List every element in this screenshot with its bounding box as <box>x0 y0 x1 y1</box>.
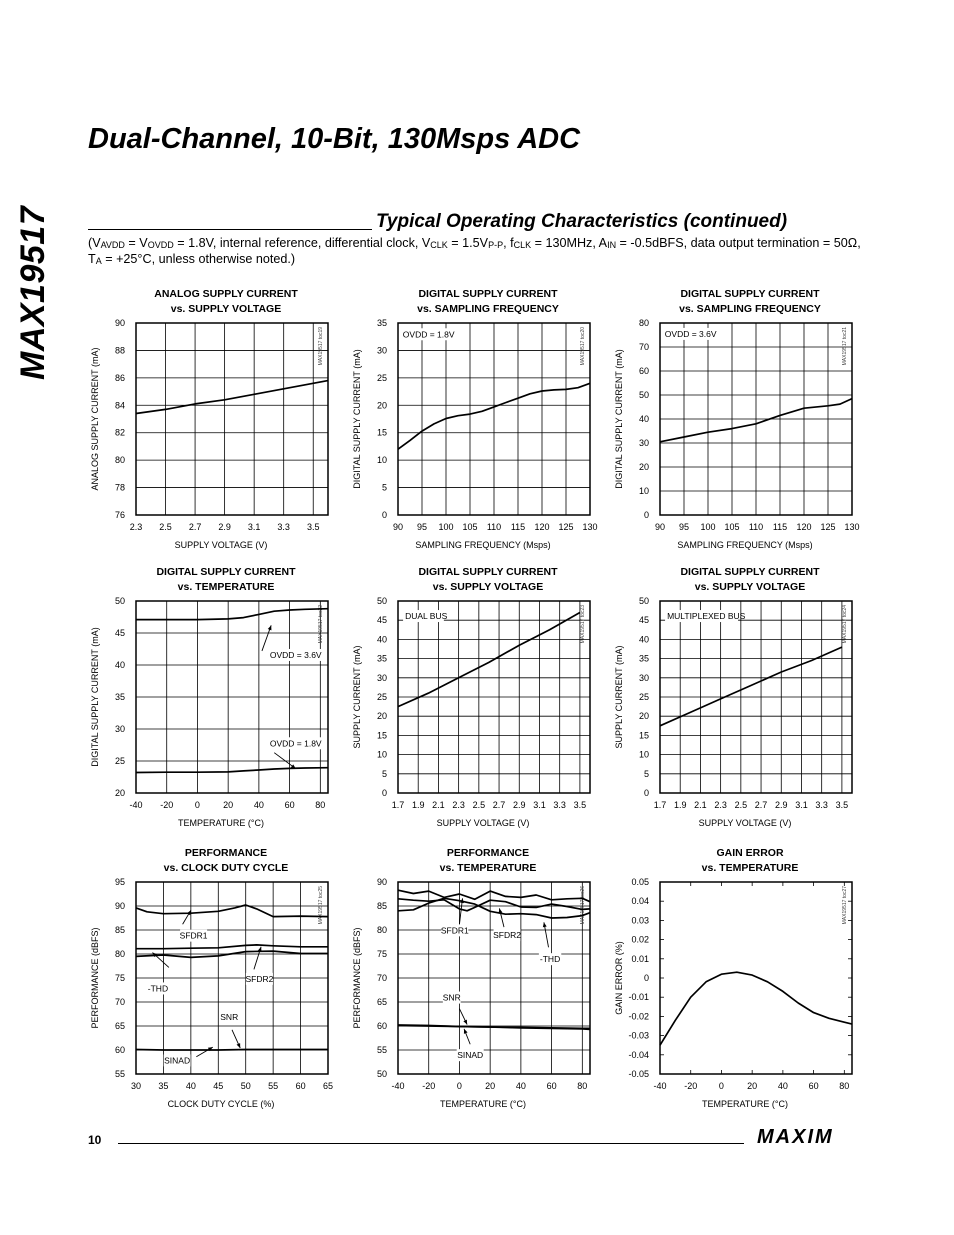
figure-code: MAX19517 toc25 <box>318 886 324 925</box>
x-tick-label: 125 <box>820 522 836 532</box>
chart-title: vs. CLOCK DUTY CYCLE <box>163 862 289 874</box>
y-tick-label: -0.02 <box>628 1011 649 1022</box>
y-tick-label: 0 <box>381 788 387 798</box>
y-tick-label: 15 <box>638 730 649 741</box>
chart-title: vs. TEMPERATURE <box>701 862 799 874</box>
x-tick-label: 60 <box>284 800 295 810</box>
y-tick-label: 45 <box>376 615 387 626</box>
x-tick-label: 2.5 <box>472 800 486 810</box>
figure-code: MAX19517 toc22 <box>318 605 324 644</box>
chart-title: vs. TEMPERATURE <box>177 581 275 593</box>
figure-code: MAX19517 toc26 <box>580 886 586 925</box>
chart-title: vs. SUPPLY VOLTAGE <box>432 581 544 593</box>
x-tick-label: 80 <box>839 1081 850 1091</box>
annotation-label: SFDR2 <box>493 930 521 941</box>
x-tick-label: 60 <box>808 1081 819 1091</box>
y-tick-label: 0.04 <box>631 896 649 907</box>
annotation-label: SNR <box>442 992 461 1003</box>
figure-code: MAX19517 toc20 <box>580 327 586 366</box>
y-tick-label: 0.01 <box>631 953 649 964</box>
side-part-number: MAX19517 <box>14 205 52 380</box>
y-axis-label: DIGITAL SUPPLY CURRENT (mA) <box>614 349 624 489</box>
y-tick-label: 5 <box>381 482 387 493</box>
x-tick-label: 115 <box>772 522 788 532</box>
x-tick-label: 2.9 <box>775 800 788 810</box>
y-tick-label: 70 <box>376 973 387 983</box>
y-tick-label: 5 <box>381 768 387 779</box>
x-tick-label: 100 <box>700 522 716 532</box>
x-tick-label: 105 <box>462 522 478 532</box>
x-axis-label: SAMPLING FREQUENCY (Msps) <box>677 540 813 550</box>
section-title: Typical Operating Characteristics (continued) <box>376 211 788 232</box>
x-tick-label: 3.5 <box>306 522 320 532</box>
y-tick-label: 25 <box>376 372 387 383</box>
annotation-label: -THD <box>147 983 169 994</box>
y-tick-label: -0.03 <box>628 1030 649 1041</box>
chart-title: DIGITAL SUPPLY CURRENT <box>418 288 558 300</box>
x-tick-label: 130 <box>844 522 860 532</box>
x-tick-label: 1.9 <box>673 800 687 810</box>
x-tick-label: 0 <box>456 1081 462 1091</box>
x-tick-label: 2.5 <box>734 800 748 810</box>
annotation-label: MULTIPLEXED BUS <box>667 611 746 622</box>
x-tick-label: 2.3 <box>714 800 727 810</box>
footer-rule <box>118 1143 744 1144</box>
y-tick-label: 90 <box>114 318 125 328</box>
y-tick-label: 82 <box>114 427 125 438</box>
x-tick-label: -20 <box>684 1081 698 1091</box>
x-tick-label: 110 <box>486 522 502 532</box>
annotation-label: SFDR1 <box>440 925 469 936</box>
y-tick-label: 10 <box>376 455 387 466</box>
y-tick-label: 55 <box>376 1045 387 1055</box>
y-tick-label: 35 <box>376 318 387 328</box>
chart-title: GAIN ERROR <box>716 847 784 859</box>
x-tick-label: 20 <box>747 1081 758 1091</box>
x-tick-label: 90 <box>654 522 666 532</box>
series-1-line <box>660 972 852 1045</box>
x-tick-label: 55 <box>268 1081 279 1091</box>
y-tick-label: 40 <box>638 634 649 645</box>
y-tick-label: 50 <box>114 596 125 606</box>
y-tick-label: 50 <box>638 596 649 606</box>
x-tick-label: 0 <box>718 1081 724 1091</box>
series-1-line <box>136 609 328 620</box>
x-tick-label: 1.7 <box>391 800 405 810</box>
y-tick-label: -0.01 <box>628 992 649 1003</box>
x-tick-label: 45 <box>213 1081 224 1091</box>
x-tick-label: 3.3 <box>815 800 828 810</box>
x-tick-label: 50 <box>240 1081 251 1091</box>
x-tick-label: -40 <box>129 800 143 810</box>
annotation-label: SINAD <box>457 1050 484 1061</box>
y-tick-label: 88 <box>114 345 125 356</box>
y-axis-label: PERFORMANCE (dBFS) <box>90 927 100 1029</box>
x-tick-label: 105 <box>724 522 740 532</box>
y-tick-label: 0 <box>643 973 649 983</box>
chart-title: vs. SUPPLY VOLTAGE <box>170 303 282 315</box>
x-axis-label: SUPPLY VOLTAGE (V) <box>174 540 268 550</box>
y-tick-label: 10 <box>638 749 649 760</box>
y-tick-label: 80 <box>114 455 125 466</box>
annotation-label: OVDD = 3.6V <box>664 328 717 339</box>
chart-1 <box>90 288 328 550</box>
x-tick-label: -20 <box>160 800 174 810</box>
y-tick-label: 0.02 <box>631 934 649 945</box>
arrow-head <box>268 625 272 630</box>
y-tick-label: 80 <box>638 318 649 328</box>
document-title: Dual-Channel, 10-Bit, 130Msps ADC <box>88 123 581 155</box>
x-axis-label: TEMPERATURE (°C) <box>178 818 264 828</box>
y-tick-label: 40 <box>376 634 387 645</box>
y-tick-label: 0 <box>643 510 649 520</box>
figure-code: MAX19517 toc24 <box>842 605 848 644</box>
y-tick-label: 50 <box>376 1069 387 1079</box>
y-tick-label: 70 <box>638 342 649 352</box>
x-tick-label: 2.3 <box>452 800 465 810</box>
series-1-line <box>136 381 328 414</box>
annotation-label: SINAD <box>164 1055 191 1066</box>
x-tick-label: 2.5 <box>159 522 172 532</box>
y-tick-label: 25 <box>114 756 125 766</box>
x-tick-label: 100 <box>438 522 454 532</box>
annotation-label: OVDD = 1.8V <box>402 329 455 340</box>
x-tick-label: 40 <box>185 1081 196 1091</box>
series-4-line <box>136 1050 328 1051</box>
x-tick-label: 80 <box>577 1081 588 1091</box>
y-tick-label: 10 <box>638 486 649 496</box>
y-tick-label: 0.03 <box>631 915 649 926</box>
x-tick-label: 95 <box>678 522 690 532</box>
y-tick-label: 30 <box>376 672 387 683</box>
y-tick-label: 40 <box>638 414 649 424</box>
y-tick-label: 25 <box>638 692 649 702</box>
y-axis-label: DIGITAL SUPPLY CURRENT (mA) <box>352 349 362 489</box>
y-axis-label: SUPPLY CURRENT (mA) <box>352 645 362 749</box>
y-tick-label: 20 <box>376 711 387 722</box>
series-1-line <box>398 613 580 707</box>
chart-title: ANALOG SUPPLY CURRENT <box>154 288 298 300</box>
chart-2 <box>352 288 598 550</box>
y-tick-label: 25 <box>376 692 387 702</box>
x-tick-label: 125 <box>558 522 574 532</box>
chart-9 <box>614 847 852 1109</box>
x-tick-label: 115 <box>510 522 526 532</box>
y-tick-label: 30 <box>114 724 125 734</box>
annotation-label: OVDD = 1.8V <box>269 738 322 749</box>
chart-6 <box>614 566 852 828</box>
series-2-line <box>136 768 328 773</box>
arrow-head <box>464 1029 468 1034</box>
x-tick-label: 3.3 <box>553 800 566 810</box>
x-tick-label: 2.3 <box>129 522 143 532</box>
annotation-label: DUAL BUS <box>405 611 448 622</box>
x-tick-label: 3.5 <box>835 800 849 810</box>
x-axis-label: SAMPLING FREQUENCY (Msps) <box>415 540 551 550</box>
page-number: 10 <box>88 1133 102 1147</box>
y-axis-label: ANALOG SUPPLY CURRENT (mA) <box>90 347 100 491</box>
annotation-label: -THD <box>539 954 561 965</box>
y-tick-label: 35 <box>376 653 387 664</box>
x-tick-label: 20 <box>223 800 234 810</box>
x-tick-label: 2.1 <box>432 800 445 810</box>
y-tick-label: 20 <box>638 462 649 472</box>
y-tick-label: 90 <box>376 877 387 887</box>
chart-8 <box>352 847 590 1109</box>
y-tick-label: 75 <box>114 973 125 983</box>
y-tick-label: 75 <box>376 949 387 959</box>
x-tick-label: 0 <box>194 800 200 810</box>
x-axis-label: TEMPERATURE (°C) <box>440 1099 526 1109</box>
y-tick-label: 95 <box>114 877 125 887</box>
x-tick-label: 80 <box>315 800 326 810</box>
x-tick-label: 95 <box>416 522 428 532</box>
y-tick-label: 15 <box>376 427 387 438</box>
y-tick-label: 0 <box>643 788 649 798</box>
annotation-label: OVDD = 3.6V <box>269 649 322 660</box>
maxim-logo: MAXIM <box>757 1126 834 1148</box>
x-tick-label: 60 <box>546 1081 557 1091</box>
annotation-label: SNR <box>220 1012 239 1023</box>
x-tick-label: 3.5 <box>573 800 587 810</box>
x-tick-label: 2.9 <box>513 800 526 810</box>
chart-title: DIGITAL SUPPLY CURRENT <box>680 566 820 578</box>
y-tick-label: 78 <box>114 482 125 493</box>
x-tick-label: 20 <box>485 1081 496 1091</box>
y-tick-label: 84 <box>114 400 125 411</box>
x-tick-label: -40 <box>653 1081 667 1091</box>
figure-code: MAX19517 toc23 <box>580 605 586 644</box>
chart-3 <box>614 288 860 550</box>
y-axis-label: DIGITAL SUPPLY CURRENT (mA) <box>90 627 100 767</box>
y-tick-label: 55 <box>114 1069 125 1079</box>
y-tick-label: 10 <box>376 749 387 760</box>
test-conditions: ($V_{AVDD} = V_{OVDD} = 1.8V$, internal reference, differential clock, $V_{CLK} = 1.5V_{P-P}$, $f_{CLK} = 130MHz$, $A_{IN}$ = -0.5dBFS, data output termination = 50Ω, $T_A = +25^\circ C$, unless otherwise noted.) <box>88 236 861 266</box>
x-tick-label: 40 <box>515 1081 526 1091</box>
plot-frame <box>136 323 328 515</box>
x-tick-label: -20 <box>422 1081 436 1091</box>
y-tick-label: 86 <box>114 372 125 383</box>
y-tick-label: 60 <box>114 1045 125 1055</box>
y-tick-label: 90 <box>114 901 125 911</box>
x-tick-label: 120 <box>796 522 812 532</box>
y-tick-label: 60 <box>376 1021 387 1031</box>
x-axis-label: TEMPERATURE (°C) <box>702 1099 788 1109</box>
y-tick-label: 30 <box>376 345 387 356</box>
x-tick-label: 90 <box>392 522 404 532</box>
chart-7 <box>90 847 333 1109</box>
chart-title: DIGITAL SUPPLY CURRENT <box>156 566 296 578</box>
y-tick-label: 30 <box>638 672 649 683</box>
x-tick-label: 3.1 <box>795 800 808 810</box>
y-tick-label: 50 <box>376 596 387 606</box>
x-tick-label: 130 <box>582 522 598 532</box>
y-tick-label: -0.04 <box>628 1049 649 1060</box>
x-tick-label: 30 <box>130 1081 142 1091</box>
chart-title: PERFORMANCE <box>184 847 268 859</box>
y-tick-label: 80 <box>114 949 125 959</box>
x-tick-label: 2.1 <box>694 800 707 810</box>
x-axis-label: CLOCK DUTY CYCLE (%) <box>167 1099 275 1109</box>
x-tick-label: 120 <box>534 522 550 532</box>
chart-title: vs. TEMPERATURE <box>439 862 537 874</box>
x-tick-label: 3.1 <box>247 522 261 532</box>
y-axis-label: SUPPLY CURRENT (mA) <box>614 645 624 749</box>
y-axis-label: PERFORMANCE (dBFS) <box>352 927 362 1029</box>
y-tick-label: 85 <box>376 901 387 911</box>
y-tick-label: 20 <box>114 788 125 798</box>
chart-5 <box>352 566 590 828</box>
x-tick-label: 35 <box>158 1081 169 1091</box>
y-axis-label: GAIN ERROR (%) <box>614 941 624 1015</box>
y-tick-label: 0 <box>381 510 387 520</box>
y-tick-label: 76 <box>114 510 125 520</box>
y-tick-label: 20 <box>638 711 649 722</box>
plot-frame <box>660 882 852 1074</box>
y-tick-label: 0.05 <box>631 877 649 887</box>
annotation-label: SFDR1 <box>179 930 208 941</box>
x-tick-label: 60 <box>295 1081 306 1091</box>
series-2-line <box>136 945 328 949</box>
arrow-head <box>543 922 547 927</box>
y-tick-label: 65 <box>376 997 387 1007</box>
chart-title: DIGITAL SUPPLY CURRENT <box>418 566 558 578</box>
y-tick-label: 85 <box>114 925 125 935</box>
y-tick-label: 50 <box>638 390 649 400</box>
x-tick-label: 40 <box>777 1081 788 1091</box>
series-1-line <box>136 905 328 917</box>
y-tick-label: -0.05 <box>628 1069 649 1079</box>
x-axis-label: SUPPLY VOLTAGE (V) <box>436 818 530 828</box>
x-axis-label: SUPPLY VOLTAGE (V) <box>698 818 792 828</box>
y-tick-label: 35 <box>114 692 125 702</box>
chart-title: PERFORMANCE <box>446 847 530 859</box>
figure-code: MAX19517 toc27 <box>842 886 848 925</box>
y-tick-label: 60 <box>638 366 649 376</box>
figure-code: MAX19517 toc19 <box>318 327 324 366</box>
y-tick-label: 45 <box>114 628 125 638</box>
y-tick-label: 45 <box>638 615 649 626</box>
x-tick-label: 2.7 <box>754 800 768 810</box>
x-tick-label: 1.7 <box>653 800 667 810</box>
y-tick-label: 80 <box>376 925 387 935</box>
figure-code: MAX19517 toc21 <box>842 327 848 366</box>
annotation-label: SFDR2 <box>245 973 274 984</box>
x-tick-label: 3.1 <box>533 800 546 810</box>
x-tick-label: 2.9 <box>218 522 231 532</box>
chart-title: vs. SUPPLY VOLTAGE <box>694 581 806 593</box>
y-tick-label: 5 <box>643 768 649 779</box>
y-tick-label: 30 <box>638 438 649 448</box>
x-tick-label: 1.9 <box>411 800 425 810</box>
y-tick-label: 40 <box>114 660 125 670</box>
y-tick-label: 70 <box>114 997 125 1007</box>
x-tick-label: 110 <box>748 522 764 532</box>
x-tick-label: -40 <box>391 1081 405 1091</box>
y-tick-label: 20 <box>376 400 387 411</box>
x-tick-label: 3.3 <box>277 522 290 532</box>
x-tick-label: 2.7 <box>188 522 202 532</box>
chart-title: vs. SAMPLING FREQUENCY <box>417 303 559 315</box>
y-tick-label: 15 <box>376 730 387 741</box>
y-tick-label: 65 <box>114 1021 125 1031</box>
chart-4 <box>90 566 328 828</box>
x-tick-label: 65 <box>322 1081 334 1091</box>
y-tick-label: 35 <box>638 653 649 664</box>
x-tick-label: 40 <box>253 800 264 810</box>
chart-title: vs. SAMPLING FREQUENCY <box>679 303 821 315</box>
chart-title: DIGITAL SUPPLY CURRENT <box>680 288 820 300</box>
x-tick-label: 2.7 <box>492 800 506 810</box>
